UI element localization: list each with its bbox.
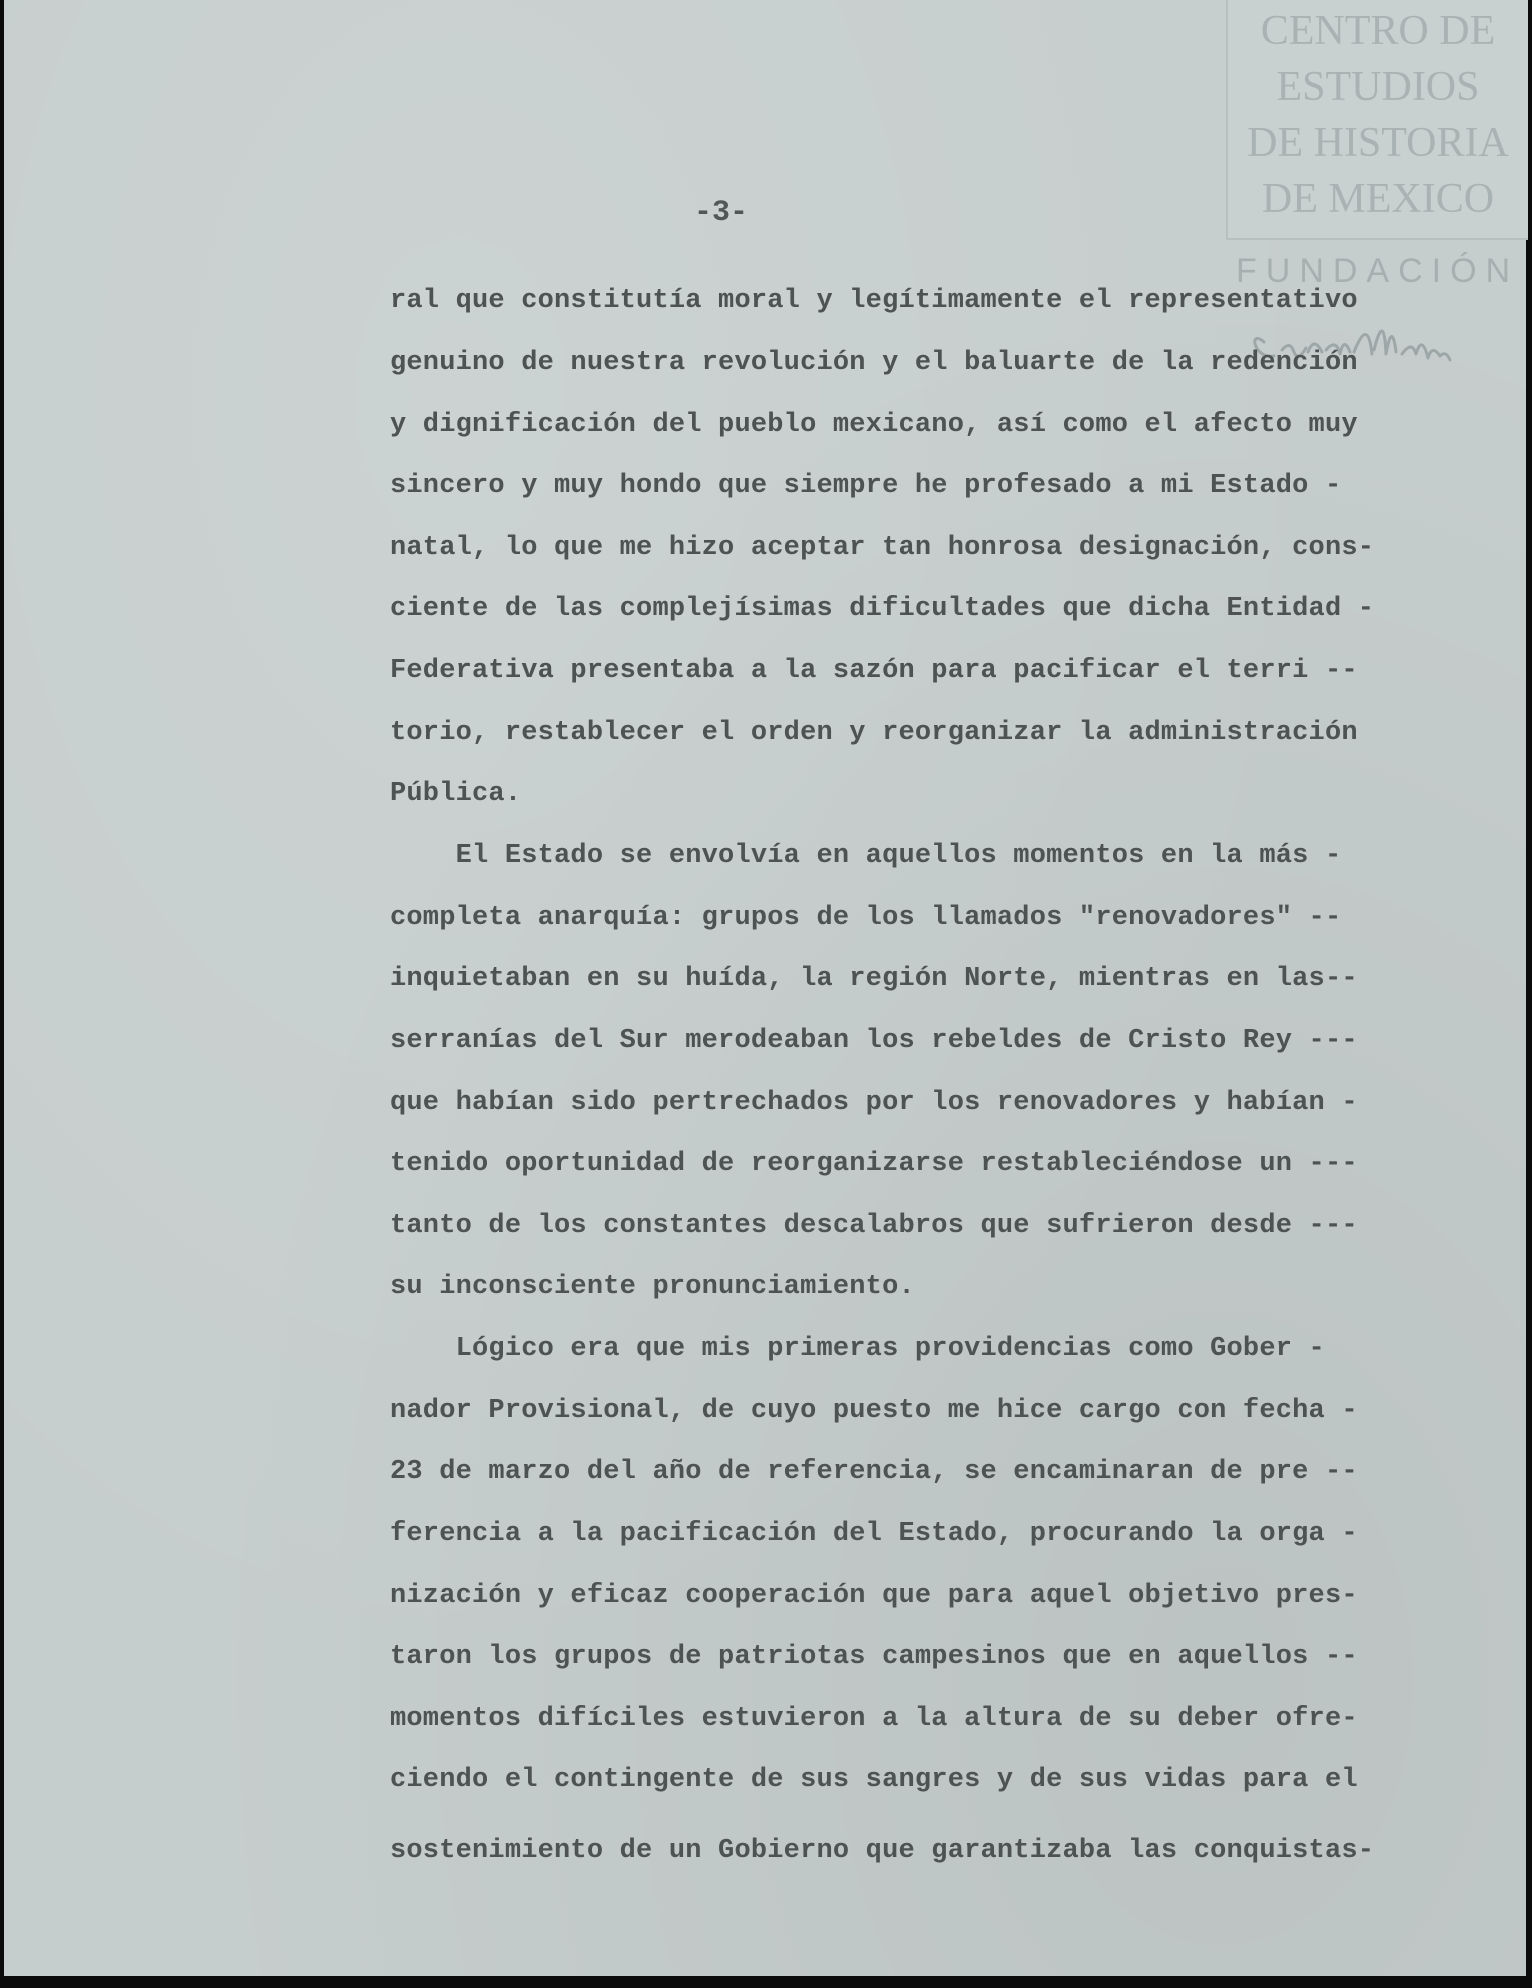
text-line: y dignificación del pueblo mexicano, así como el afecto muy xyxy=(390,410,1358,440)
text-line: El Estado se envolvía en aquellos momentos en la más - xyxy=(390,841,1342,871)
text-line: tenido oportunidad de reorganizarse restableciéndose un --- xyxy=(390,1149,1358,1179)
text-line: que habían sido pertrechados por los renovadores y habían - xyxy=(390,1088,1358,1118)
text-line: ciendo el contingente de sus sangres y de sus vidas para el xyxy=(390,1765,1358,1795)
text-line: Lógico era que mis primeras providencias como Gober - xyxy=(390,1334,1325,1364)
stamp-line-2: ESTUDIOS xyxy=(1276,64,1480,110)
text-line: ciente de las complejísimas dificultades que dicha Entidad - xyxy=(390,594,1375,624)
stamp-line-4: DE MEXICO xyxy=(1261,176,1495,222)
text-line: genuino de nuestra revolución y el baluarte de la redención xyxy=(390,348,1358,378)
text-line: sincero y muy hondo que siempre he profesado a mi Estado - xyxy=(390,471,1342,501)
text-line: 23 de marzo del año de referencia, se encaminaran de pre -- xyxy=(390,1457,1358,1487)
page-number: -3- xyxy=(694,196,749,230)
text-line: momentos difíciles estuvieron a la altura de su deber ofre- xyxy=(390,1704,1358,1734)
stamp-line-3: DE HISTORIA xyxy=(1247,120,1509,166)
text-line: ferencia a la pacificación del Estado, procurando la orga - xyxy=(390,1519,1358,1549)
archive-stamp xyxy=(1226,0,1528,240)
text-line: natal, lo que me hizo aceptar tan honrosa designación, cons- xyxy=(390,533,1375,563)
text-line: nador Provisional, de cuyo puesto me hice cargo con fecha - xyxy=(390,1396,1358,1426)
text-line: taron los grupos de patriotas campesinos que en aquellos -- xyxy=(390,1642,1358,1672)
document-page xyxy=(4,0,1526,1976)
text-line: ral que constitutía moral y legítimamente el representativo xyxy=(390,286,1358,316)
text-line: Pública. xyxy=(390,779,522,809)
text-line: su inconsciente pronunciamiento. xyxy=(390,1272,915,1302)
text-line: inquietaban en su huída, la región Norte, mientras en las-- xyxy=(390,964,1358,994)
text-line: sostenimiento de un Gobierno que garantizaba las conquistas- xyxy=(390,1836,1375,1866)
text-line: nización y eficaz cooperación que para aquel objetivo pres- xyxy=(390,1581,1358,1611)
text-line: tanto de los constantes descalabros que sufrieron desde --- xyxy=(390,1211,1358,1241)
text-line: completa anarquía: grupos de los llamados "renovadores" -- xyxy=(390,903,1342,933)
text-line: torio, restablecer el orden y reorganizar la administración xyxy=(390,718,1358,748)
text-line: serranías del Sur merodeaban los rebeldes de Cristo Rey --- xyxy=(390,1026,1358,1056)
text-line: Federativa presentaba a la sazón para pacificar el terri -- xyxy=(390,656,1358,686)
stamp-line-1: CENTRO DE xyxy=(1260,8,1496,54)
stamp-foundation-label: FUNDACIÓN xyxy=(1236,252,1520,290)
